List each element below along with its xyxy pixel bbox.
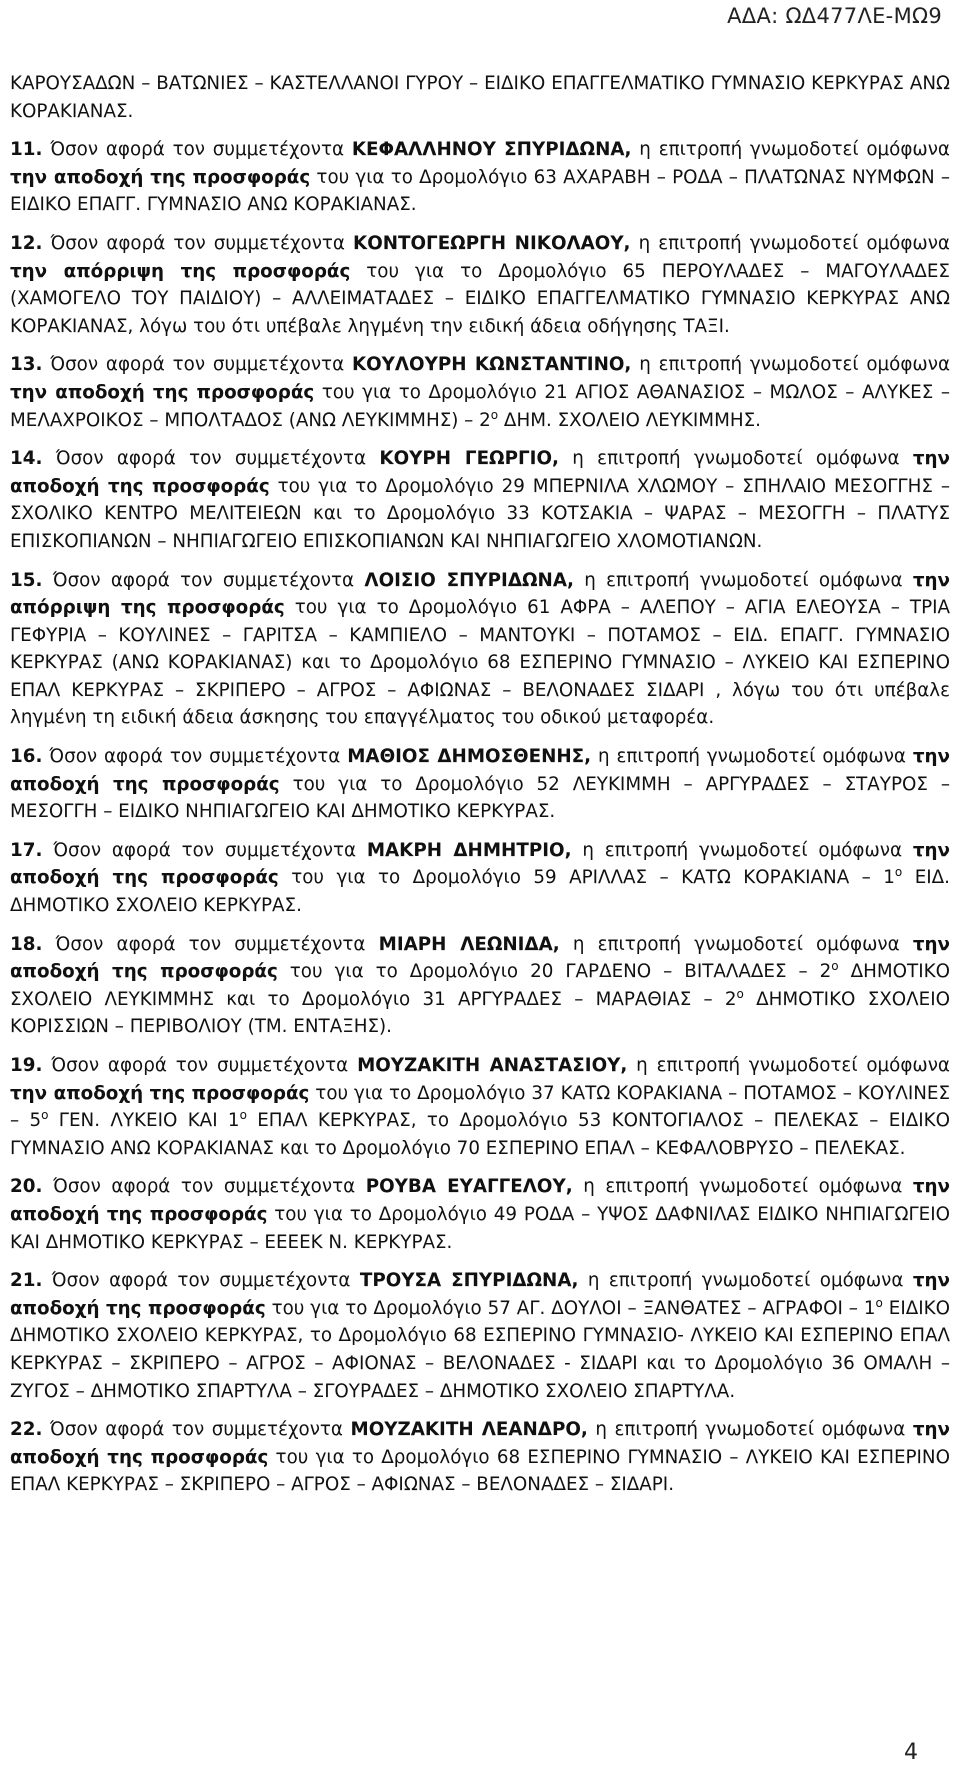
- participant-name: ΚΟΥΛΟΥΡΗ ΚΩΝΣΤΑΝΤΙΝΟ,: [351, 354, 632, 376]
- decision-text: την αποδοχή της προσφοράς: [10, 1419, 950, 1468]
- decision-text: την αποδοχή της προσφοράς: [10, 448, 950, 497]
- paragraph-number: 14.: [10, 448, 43, 470]
- document-body: [10, 70, 950, 1499]
- decision-text: την αποδοχή της προσφοράς: [10, 839, 950, 889]
- paragraph-text: Όσον αφορά τον συμμετέχοντα: [42, 1270, 360, 1292]
- decision-paragraph: [10, 1173, 950, 1256]
- decision-text: την αποδοχή της προσφοράς: [10, 1270, 950, 1319]
- paragraph-text: του για το Δρομολόγιο 65 ΠΕΡΟΥΛΑΔΕΣ – ΜΑΓΟΥΛΑΔΕΣ (ΧΑΜΟΓΕΛΟ ΤΟΥ ΠΑΙΔΙΟΥ) – ΑΛΛΕΙΜΑΤΑΔΕΣ – ΕΙΔΙΚΟ ΕΠΑΓΓΕΛΜΑΤΙΚΟ ΓΥΜΝΑΣΙΟ ΚΕΡΚΥΡΑΣ ΑΝΩ ΚΟΡΑΚΙΑΝΑΣ, λόγω του ότι υπέβαλε ληγμένη την ειδική άδεια οδήγησης ΤΑΞΙ.: [10, 260, 950, 337]
- paragraph-number: 12.: [10, 232, 43, 254]
- paragraph-text: ΔΗΜ. ΣΧΟΛΕΙΟ ΛΕΥΚΙΜΜΗΣ.: [498, 409, 761, 431]
- paragraph-number: 22.: [10, 1419, 43, 1441]
- paragraph-text: Όσον αφορά τον συμμετέχοντα: [42, 569, 365, 591]
- participant-name: ΜΙΑΡΗ ΛΕΩΝΙΔΑ,: [378, 933, 560, 955]
- participant-name: ΚΟΝΤΟΓΕΩΡΓΗ ΝΙΚΟΛΑΟΥ,: [353, 232, 631, 254]
- paragraph-text: του για το Δρομολόγιο 57 ΑΓ. ΔΟΥΛΟΙ – ΞΑΝΘΑΤΕΣ – ΑΓΡΑΦΟΙ – 1: [265, 1297, 876, 1319]
- lead-paragraph: ΚΑΡΟΥΣΑΔΩΝ – ΒΑΤΩΝΙΕΣ – ΚΑΣΤΕΛΛΑΝΟΙ ΓΥΡΟΥ – ΕΙΔΙΚΟ ΕΠΑΓΓΕΛΜΑΤΙΚΟ ΓΥΜΝΑΣΙΟ ΚΕΡΚΥΡΑΣ ΑΝΩ ΚΟΡΑΚΙΑΝΑΣ.: [10, 73, 950, 122]
- decision-paragraph: [10, 931, 950, 1041]
- ordinal-superscript: ο: [736, 986, 744, 1001]
- paragraph-number: 15.: [10, 569, 43, 591]
- decision-paragraph: [10, 743, 950, 826]
- ada-code: ΑΔΑ: ΩΔ477ΛΕ-ΜΩ9: [727, 4, 942, 28]
- paragraph-text: του για το Δρομολόγιο 49 ΡΟΔΑ – ΥΨΟΣ ΔΑΦΝΙΛΑΣ ΕΙΔΙΚΟ ΝΗΠΙΑΓΩΓΕΙΟ ΚΑΙ ΔΗΜΟΤΙΚΟ ΚΕΡΚΥΡΑΣ – ΕΕΕΕΚ Ν. ΚΕΡΚΥΡΑΣ.: [10, 1203, 950, 1253]
- participant-name: ΜΟΥΖΑΚΙΤΗ ΑΝΑΣΤΑΣΙΟΥ,: [357, 1055, 628, 1076]
- paragraph-text: Όσον αφορά τον συμμετέχοντα: [42, 933, 379, 955]
- paragraph-number: 20.: [10, 1176, 43, 1198]
- paragraph-text: η επιτροπή γνωμοδοτεί ομόφωνα: [591, 746, 913, 768]
- paragraph-text: του για το Δρομολόγιο 37 ΚΑΤΩ ΚΟΡΑΚΙΑΝΑ – ΠΟΤΑΜΟΣ – ΚΟΥΛΙΝΕΣ – 5: [10, 1082, 950, 1132]
- participant-name: ΜΑΚΡΗ ΔΗΜΗΤΡΙΟ,: [366, 839, 572, 861]
- paragraph-number: 17.: [10, 839, 43, 861]
- ordinal-superscript: ο: [490, 407, 499, 422]
- paragraph-number: 19.: [10, 1055, 43, 1076]
- paragraph-text: η επιτροπή γνωμοδοτεί ομόφωνα: [571, 839, 913, 861]
- participant-name: ΡΟΥΒΑ ΕΥΑΓΓΕΛΟΥ,: [365, 1176, 573, 1198]
- paragraph-text: η επιτροπή γνωμοδοτεί ομόφωνα: [630, 232, 950, 254]
- decision-paragraph: [10, 136, 950, 219]
- paragraph-text: Όσον αφορά τον συμμετέχοντα: [42, 1419, 351, 1441]
- paragraph-text: η επιτροπή γνωμοδοτεί ομόφωνα: [573, 569, 913, 591]
- paragraph-text: του για το Δρομολόγιο 52 ΛΕΥΚΙΜΜΗ – ΑΡΓΥΡΑΔΕΣ – ΣΤΑΥΡΟΣ – ΜΕΣΟΓΓΗ – ΕΙΔΙΚΟ ΝΗΠΙΑΓΩΓΕΙΟ ΚΑΙ ΔΗΜΟΤΙΚΟ ΚΕΡΚΥΡΑΣ.: [10, 773, 950, 823]
- decision-text: την απόρριψη της προσφοράς: [10, 569, 950, 619]
- paragraph-text: ΕΙΔΙΚΟ ΔΗΜΟΤΙΚΟ ΣΧΟΛΕΙΟ ΚΕΡΚΥΡΑΣ, το Δρομολόγιο 68 ΕΣΠΕΡΙΝΟ ΓΥΜΝΑΣΙΟ- ΛΥΚΕΙΟ ΚΑΙ ΕΣΠΕΡΙΝΟ ΕΠΑΛ ΚΕΡΚΥΡΑΣ – ΣΚΡΙΠΕΡΟ – ΑΓΡΟΣ – ΑΦΙΟΝΑΣ – ΒΕΛΟΝΑΔΕΣ - ΣΙΔΑΡΙ και το Δρομολόγιο 36 ΟΜΑΛΗ – ΖΥΓΟΣ – ΔΗΜΟΤΙΚΟ ΣΠΑΡΤΥΛΑ – ΣΓΟΥΡΑΔΕΣ – ΔΗΜΟΤΙΚΟ ΣΧΟΛΕΙΟ ΣΠΑΡΤΥΛΑ.: [10, 1297, 950, 1402]
- participant-name: ΚΕΦΑΛΛΗΝΟΥ ΣΠΥΡΙΔΩΝΑ,: [351, 139, 632, 161]
- paragraph-text: η επιτροπή γνωμοδοτεί ομόφωνα: [572, 1176, 913, 1198]
- paragraph-text: ΔΗΜΟΤΙΚΟ ΣΧΟΛΕΙΟ ΛΕΥΚΙΜΜΗΣ και το Δρομολόγιο 31 ΑΡΓΥΡΑΔΕΣ – ΜΑΡΑΘΙΑΣ – 2: [10, 961, 950, 1010]
- decision-paragraph: [10, 837, 950, 920]
- paragraph-text: Όσον αφορά τον συμμετέχοντα: [42, 746, 348, 768]
- paragraph-text: ΕΙΔ. ΔΗΜΟΤΙΚΟ ΣΧΟΛΕΙΟ ΚΕΡΚΥΡΑΣ.: [10, 867, 950, 917]
- paragraph-text: ΕΠΑΛ ΚΕΡΚΥΡΑΣ, το Δρομολόγιο 53 ΚΟΝΤΟΓΙΑΛΟΣ – ΠΕΛΕΚΑΣ – ΕΙΔΙΚΟ ΓΥΜΝΑΣΙΟ ΑΝΩ ΚΟΡΑΚΙΑΝΑΣ και το Δρομολόγιο 70 ΕΣΠΕΡΙΝΟ ΕΠΑΛ – ΚΕΦΑΛΟΒΡΥΣΟ – ΠΕΛΕΚΑΣ.: [10, 1110, 950, 1159]
- decision-paragraph: [10, 1052, 950, 1162]
- paragraph-text: του για το Δρομολόγιο 63 ΑΧΑΡΑΒΗ – ΡΟΔΑ – ΠΛΑΤΩΝΑΣ ΝΥΜΦΩΝ – ΕΙΔΙΚΟ ΕΠΑΓΓ. ΓΥΜΝΑΣΙΟ ΑΝΩ ΚΟΡΑΚΙΑΝΑΣ.: [10, 166, 951, 216]
- paragraph-text: η επιτροπή γνωμοδοτεί ομόφωνα: [631, 354, 950, 376]
- paragraph-number: 11.: [10, 139, 43, 161]
- decision-text: την αποδοχή της προσφοράς: [10, 746, 950, 795]
- decision-paragraph: [10, 230, 950, 340]
- paragraph-text: του για το Δρομολόγιο 21 ΑΓΙΟΣ ΑΘΑΝΑΣΙΟΣ – ΜΩΛΟΣ – ΑΛΥΚΕΣ – ΜΕΛΑΧΡΟΙΚΟΣ – ΜΠΟΛΤΑΔΟΣ (ΑΝΩ ΛΕΥΚΙΜΜΗΣ) – 2: [10, 381, 950, 431]
- participant-name: ΛΟΙΣΙΟ ΣΠΥΡΙΔΩΝΑ,: [364, 569, 574, 591]
- paragraph-text: του για το Δρομολόγιο 68 ΕΣΠΕΡΙΝΟ ΓΥΜΝΑΣΙΟ – ΛΥΚΕΙΟ ΚΑΙ ΕΣΠΕΡΙΝΟ ΕΠΑΛ ΚΕΡΚΥΡΑΣ – ΣΚΡΙΠΕΡΟ – ΑΓΡΟΣ – ΑΦΙΩΝΑΣ – ΒΕΛΟΝΑΔΕΣ – ΣΙΔΑΡΙ.: [10, 1446, 950, 1496]
- paragraph-text: ΔΗΜΟΤΙΚΟ ΣΧΟΛΕΙΟ ΚΟΡΙΣΣΙΩΝ – ΠΕΡΙΒΟΛΙΟΥ (ΤΜ. ΕΝΤΑΞΗΣ).: [10, 988, 950, 1038]
- paragraph-text: Όσον αφορά τον συμμετέχοντα: [42, 448, 380, 470]
- decision-text: την αποδοχή της προσφοράς: [10, 1082, 310, 1104]
- ordinal-superscript: ο: [894, 865, 903, 880]
- decision-text: την αποδοχή της προσφοράς: [10, 166, 311, 188]
- decision-paragraph: [10, 567, 950, 733]
- decision-list: [10, 136, 950, 1499]
- decision-paragraph: [10, 1267, 950, 1405]
- participant-name: ΜΟΥΖΑΚΙΤΗ ΛΕΑΝΔΡΟ,: [350, 1419, 588, 1441]
- decision-text: την αποδοχή της προσφοράς: [10, 933, 950, 983]
- decision-paragraph: [10, 445, 950, 555]
- participant-name: ΤΡΟΥΣΑ ΣΠΥΡΙΔΩΝΑ,: [359, 1270, 579, 1292]
- paragraph-text: Όσον αφορά τον συμμετέχοντα: [42, 1055, 358, 1076]
- ordinal-superscript: ο: [875, 1295, 883, 1310]
- decision-paragraph: [10, 1416, 950, 1499]
- paragraph-number: 16.: [10, 746, 43, 768]
- paragraph-text: Όσον αφορά τον συμμετέχοντα: [42, 839, 367, 861]
- paragraph-text: Όσον αφορά τον συμμετέχοντα: [42, 1176, 366, 1198]
- paragraph-text: του για το Δρομολόγιο 29 ΜΠΕΡΝΙΛΑ ΧΛΩΜΟΥ – ΣΠΗΛΑΙΟ ΜΕΣΟΓΓΗΣ – ΣΧΟΛΙΚΟ ΚΕΝΤΡΟ ΜΕΛΙΤΕΙΕΩΝ και το Δρομολόγιο 33 ΚΟΤΣΑΚΙΑ – ΨΑΡΑΣ – ΜΕΣΟΓΓΗ – ΠΛΑΤΥΣ ΕΠΙΣΚΟΠΙΑΝΩΝ – ΝΗΠΙΑΓΩΓΕΙΟ ΕΠΙΣΚΟΠΙΑΝΩΝ ΚΑΙ ΝΗΠΙΑΓΩΓΕΙΟ ΧΛΟΜΟΤΙΑΝΩΝ.: [10, 475, 950, 552]
- participant-name: ΜΑΘΙΟΣ ΔΗΜΟΣΘΕΝΗΣ,: [347, 746, 592, 768]
- decision-text: την αποδοχή της προσφοράς: [10, 1176, 950, 1225]
- paragraph-text: η επιτροπή γνωμοδοτεί ομόφωνα: [578, 1270, 913, 1292]
- paragraph-text: η επιτροπή γνωμοδοτεί ομόφωνα: [627, 1055, 950, 1076]
- paragraph-number: 13.: [10, 354, 43, 376]
- page-number: 4: [904, 1740, 918, 1765]
- participant-name: ΚΟΥΡΗ ΓΕΩΡΓΙΟ,: [379, 448, 559, 470]
- paragraph-text: του για το Δρομολόγιο 59 ΑΡΙΛΛΑΣ – ΚΑΤΩ ΚΟΡΑΚΙΑΝΑ – 1: [278, 867, 895, 889]
- decision-text: την απόρριψη της προσφοράς: [10, 260, 351, 282]
- ordinal-superscript: ο: [831, 959, 839, 974]
- paragraph-text: Όσον αφορά τον συμμετέχοντα: [42, 232, 354, 254]
- decision-text: την αποδοχή της προσφοράς: [10, 381, 315, 403]
- paragraph-text: του για το Δρομολόγιο 20 ΓΑΡΔΕΝΟ – ΒΙΤΑΛΑΔΕΣ – 2: [277, 961, 832, 983]
- paragraph-text: η επιτροπή γνωμοδοτεί ομόφωνα: [558, 448, 913, 470]
- decision-paragraph: [10, 351, 950, 434]
- paragraph-number: 21.: [10, 1270, 43, 1292]
- paragraph-text: η επιτροπή γνωμοδοτεί ομόφωνα: [559, 933, 913, 955]
- ordinal-superscript: ο: [239, 1108, 247, 1123]
- paragraph-text: Όσον αφορά τον συμμετέχοντα: [42, 354, 352, 376]
- ordinal-superscript: ο: [41, 1108, 49, 1123]
- paragraph-text: η επιτροπή γνωμοδοτεί ομόφωνα: [631, 139, 950, 161]
- paragraph-text: η επιτροπή γνωμοδοτεί ομόφωνα: [587, 1419, 913, 1441]
- paragraph-text: του για το Δρομολόγιο 61 ΑΦΡΑ – ΑΛΕΠΟΥ – ΑΓΙΑ ΕΛΕΟΥΣΑ – ΤΡΙΑ ΓΕΦΥΡΙΑ – ΚΟΥΛΙΝΕΣ – ΓΑΡΙΤΣΑ – ΚΑΜΠΙΕΛΟ – ΜΑΝΤΟΥΚΙ – ΠΟΤΑΜΟΣ – ΕΙΔ. ΕΠΑΓΓ. ΓΥΜΝΑΣΙΟ ΚΕΡΚΥΡΑΣ (ΑΝΩ ΚΟΡΑΚΙΑΝΑΣ) και το Δρομολόγιο 68 ΕΣΠΕΡΙΝΟ ΓΥΜΝΑΣΙΟ – ΛΥΚΕΙΟ ΚΑΙ ΕΣΠΕΡΙΝΟ ΕΠΑΛ ΚΕΡΚΥΡΑΣ – ΣΚΡΙΠΕΡΟ – ΑΓΡΟΣ – ΑΦΙΩΝΑΣ – ΒΕΛΟΝΑΔΕΣ ΣΙΔΑΡΙ , λόγω του ότι υπέβαλε ληγμένη τη ειδική άδεια άσκησης του επαγγέλματος του οδικού μεταφορέα.: [10, 597, 950, 729]
- paragraph-text: ΓΕΝ. ΛΥΚΕΙΟ ΚΑΙ 1: [48, 1110, 240, 1132]
- paragraph-text: Όσον αφορά τον συμμετέχοντα: [42, 139, 352, 161]
- paragraph-number: 18.: [10, 933, 43, 955]
